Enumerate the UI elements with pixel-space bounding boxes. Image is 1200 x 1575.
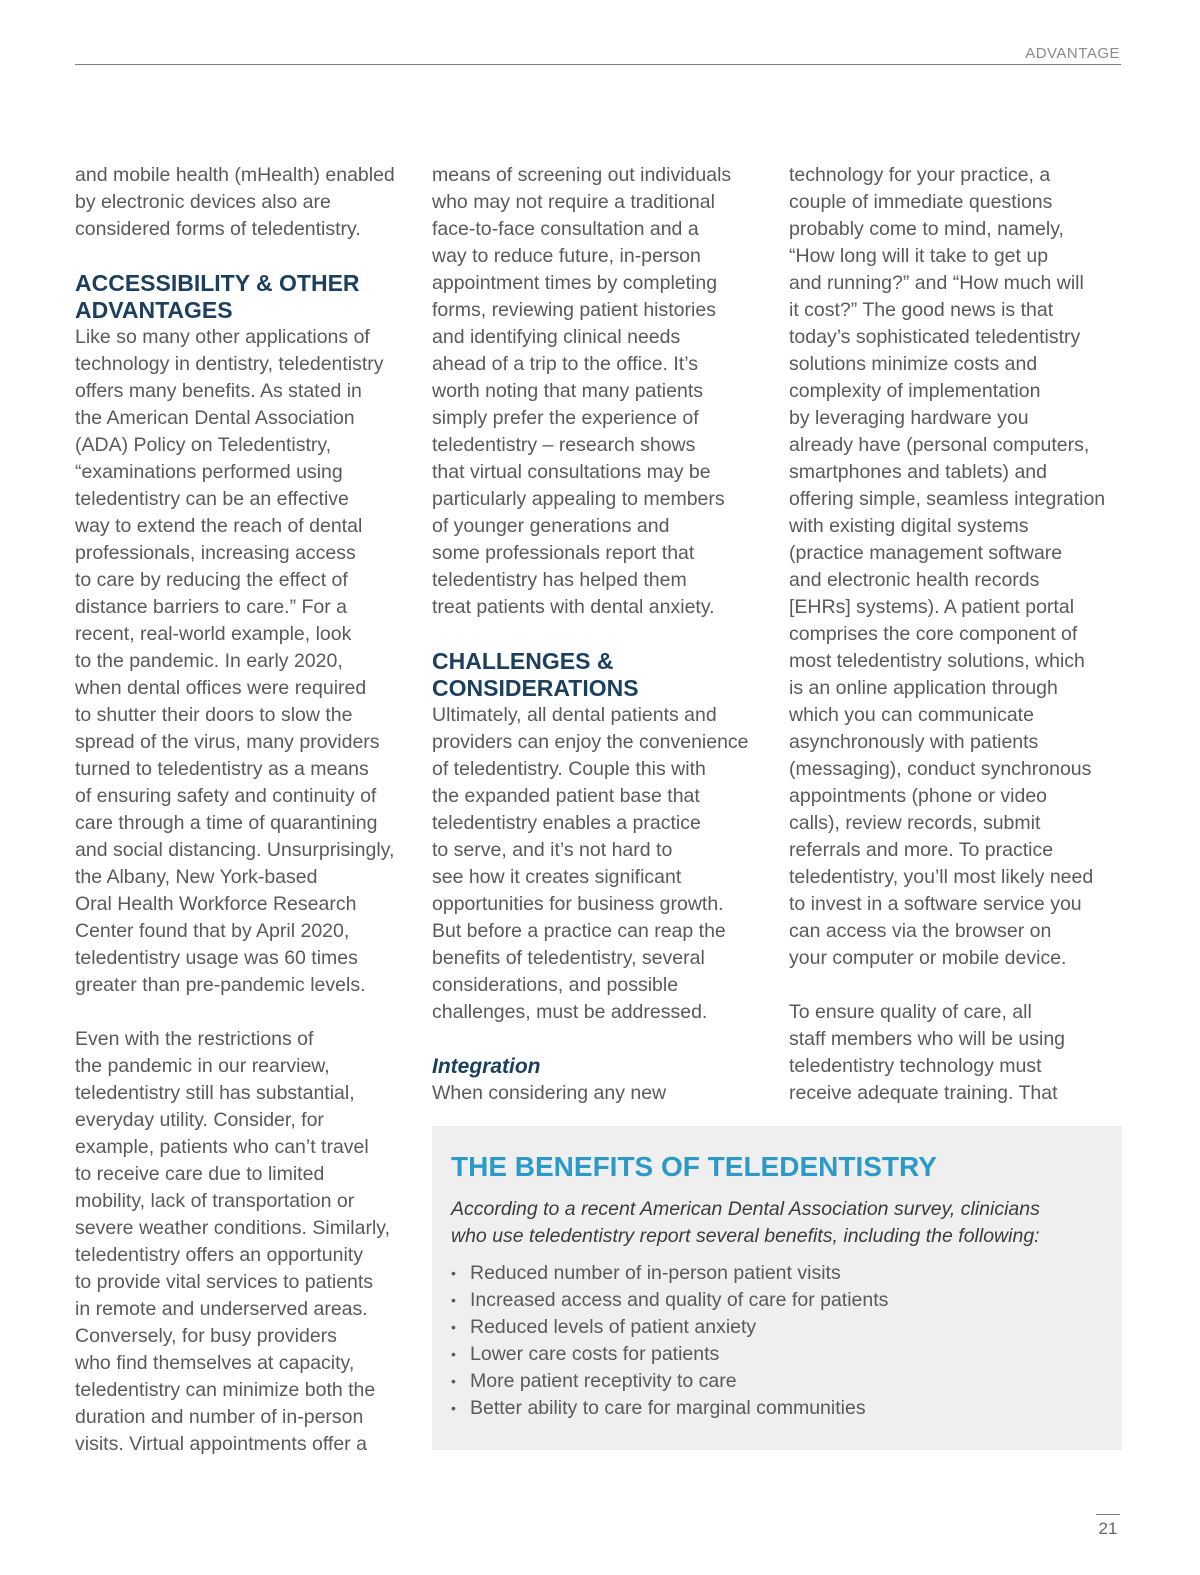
- col3-paragraph-1: [789, 162, 1124, 972]
- text-line: couple of immediate questions: [789, 191, 1053, 213]
- text-line: and electronic health records: [789, 569, 1040, 591]
- text-line: But before a practice can reap the: [432, 920, 726, 942]
- text-line: appointments (phone or video: [789, 785, 1048, 807]
- text-line: to serve, and it’s not hard to: [432, 839, 673, 861]
- text-line: referrals and more. To practice: [789, 839, 1054, 861]
- text-line: forms, reviewing patient histories: [432, 299, 716, 321]
- text-line: can access via the browser on: [789, 920, 1052, 942]
- list-item: • Reduced levels of patient anxiety: [451, 1314, 1103, 1341]
- text-line: smartphones and tablets) and: [789, 461, 1047, 483]
- text-line: of ensuring safety and continuity of: [75, 785, 377, 807]
- text-line: teledentistry can minimize both the: [75, 1379, 376, 1401]
- text-line: particularly appealing to members: [432, 488, 725, 510]
- text-line: which you can communicate: [789, 704, 1034, 726]
- text-line: (ADA) Policy on Teledentistry,: [75, 434, 332, 456]
- text-line: and identifying clinical needs: [432, 326, 681, 348]
- text-line: teledentistry usage was 60 times: [75, 947, 358, 969]
- text-line: complexity of implementation: [789, 380, 1041, 402]
- text-line: staff members who will be using: [789, 1028, 1066, 1050]
- text-line: teledentistry, you’ll most likely need: [789, 866, 1094, 888]
- accessibility-heading: [75, 270, 410, 324]
- text-line: “How long will it take to get up: [789, 245, 1049, 267]
- text-line: to receive care due to limited: [75, 1163, 325, 1185]
- text-line: (practice management software: [789, 542, 1063, 564]
- text-line: ACCESSIBILITY & OTHER: [75, 270, 360, 296]
- bullet-icon: •: [451, 1319, 456, 1335]
- column-3: [789, 162, 1124, 1107]
- text-line: example, patients who can’t travel: [75, 1136, 369, 1158]
- col2-paragraph-3: [432, 1080, 772, 1107]
- benefits-list: [451, 1260, 1103, 1422]
- text-line: When considering any new: [432, 1082, 667, 1104]
- text-line: is an online application through: [789, 677, 1058, 699]
- text-line: recent, real-world example, look: [75, 623, 352, 645]
- text-line: benefits of teledentistry, several: [432, 947, 705, 969]
- text-line: considered forms of teledentistry.: [75, 218, 361, 240]
- text-line: comprises the core component of: [789, 623, 1078, 645]
- list-item: • Lower care costs for patients: [451, 1341, 1103, 1368]
- text-line: it cost?” The good news is that: [789, 299, 1054, 321]
- text-line: to shutter their doors to slow the: [75, 704, 353, 726]
- text-line: the Albany, New York-based: [75, 866, 318, 888]
- text-line: already have (personal computers,: [789, 434, 1090, 456]
- text-line: teledentistry technology must: [789, 1055, 1042, 1077]
- text-line: simply prefer the experience of: [432, 407, 699, 429]
- text-line: Oral Health Workforce Research: [75, 893, 357, 915]
- text-line: receive adequate training. That: [789, 1082, 1058, 1104]
- text-line: “examinations performed using: [75, 461, 343, 483]
- text-line: turned to teledentistry as a means: [75, 758, 369, 780]
- text-line: teledentistry still has substantial,: [75, 1082, 355, 1104]
- text-line: Center found that by April 2020,: [75, 920, 350, 942]
- text-line: most teledentistry solutions, which: [789, 650, 1085, 672]
- text-line: by leveraging hardware you: [789, 407, 1029, 429]
- text-line: professionals, increasing access: [75, 542, 356, 564]
- text-line: the American Dental Association: [75, 407, 355, 429]
- list-item: • Increased access and quality of care for patients: [451, 1287, 1103, 1314]
- text-line: when dental offices were required: [75, 677, 367, 699]
- text-line: and social distancing. Unsurprisingly,: [75, 839, 395, 861]
- text-line: care through a time of quarantining: [75, 812, 378, 834]
- col2-paragraph-1: [432, 162, 772, 621]
- text-line: the pandemic in our rearview,: [75, 1055, 330, 1077]
- text-line: with existing digital systems: [789, 515, 1029, 537]
- text-line: appointment times by completing: [432, 272, 718, 294]
- text-line: offering simple, seamless integration: [789, 488, 1106, 510]
- text-line: greater than pre-pandemic levels.: [75, 974, 366, 996]
- text-line: of younger generations and: [432, 515, 670, 537]
- text-line: in remote and underserved areas.: [75, 1298, 368, 1320]
- text-line: who find themselves at capacity,: [75, 1352, 355, 1374]
- benefits-callout: [432, 1126, 1122, 1450]
- column-2: [432, 162, 772, 1107]
- text-line: teledentistry can be an effective: [75, 488, 349, 510]
- list-item: • Better ability to care for marginal communities: [451, 1395, 1103, 1422]
- text-line: solutions minimize costs and: [789, 353, 1038, 375]
- text-line: probably come to mind, namely,: [789, 218, 1064, 240]
- text-line: technology in dentistry, teledentistry: [75, 353, 384, 375]
- text-line: opportunities for business growth.: [432, 893, 724, 915]
- text-line: Ultimately, all dental patients and: [432, 704, 717, 726]
- text-line: [EHRs] systems). A patient portal: [789, 596, 1075, 618]
- text-line: treat patients with dental anxiety.: [432, 596, 715, 618]
- text-line: who use teledentistry report several benefits, including the following:: [451, 1225, 1040, 1247]
- text-line: the expanded patient base that: [432, 785, 700, 807]
- text-line: that virtual consultations may be: [432, 461, 711, 483]
- section-label: ADVANTAGE: [1025, 45, 1120, 62]
- text-line: who may not require a traditional: [432, 191, 715, 213]
- text-line: spread of the virus, many providers: [75, 731, 380, 753]
- col1-paragraph-3: [75, 1026, 410, 1458]
- bullet-icon: •: [451, 1373, 456, 1389]
- list-item: • Reduced number of in-person patient visits: [451, 1260, 1103, 1287]
- text-line: means of screening out individuals: [432, 164, 732, 186]
- text-line: mobility, lack of transportation or: [75, 1190, 355, 1212]
- bullet-icon: •: [451, 1292, 456, 1308]
- col1-paragraph-2: [75, 324, 410, 999]
- text-line: everyday utility. Consider, for: [75, 1109, 324, 1131]
- text-line: calls), review records, submit: [789, 812, 1041, 834]
- text-line: way to extend the reach of dental: [75, 515, 363, 537]
- text-line: and running?” and “How much will: [789, 272, 1084, 294]
- integration-subheading: Integration: [432, 1055, 541, 1078]
- text-line: to care by reducing the effect of: [75, 569, 348, 591]
- text-line: technology for your practice, a: [789, 164, 1051, 186]
- text-line: Even with the restrictions of: [75, 1028, 314, 1050]
- page-number: 21: [1096, 1514, 1120, 1539]
- text-line: ahead of a trip to the office. It’s: [432, 353, 698, 375]
- text-line: some professionals report that: [432, 542, 695, 564]
- text-line: ADVANTAGES: [75, 297, 233, 323]
- text-line: way to reduce future, in-person: [432, 245, 701, 267]
- bullet-icon: •: [451, 1346, 456, 1362]
- text-line: worth noting that many patients: [432, 380, 703, 402]
- text-line: CHALLENGES &: [432, 648, 614, 674]
- text-line: and mobile health (mHealth) enabled: [75, 164, 395, 186]
- text-line: teledentistry offers an opportunity: [75, 1244, 363, 1266]
- text-line: duration and number of in-person: [75, 1406, 364, 1428]
- col3-paragraph-2: [789, 999, 1124, 1107]
- text-line: by electronic devices also are: [75, 191, 331, 213]
- text-line: today’s sophisticated teledentistry: [789, 326, 1081, 348]
- text-line: teledentistry – research shows: [432, 434, 696, 456]
- text-line: see how it creates significant: [432, 866, 682, 888]
- col1-paragraph-1: [75, 162, 410, 243]
- text-line: To ensure quality of care, all: [789, 1001, 1032, 1023]
- callout-title: THE BENEFITS OF TELEDENTISTRY: [451, 1151, 937, 1182]
- text-line: to provide vital services to patients: [75, 1271, 374, 1293]
- text-line: face-to-face consultation and a: [432, 218, 699, 240]
- text-line: Like so many other applications of: [75, 326, 370, 348]
- text-line: teledentistry has helped them: [432, 569, 687, 591]
- text-line: CONSIDERATIONS: [432, 675, 639, 701]
- text-line: visits. Virtual appointments offer a: [75, 1433, 367, 1455]
- text-line: to invest in a software service you: [789, 893, 1082, 915]
- text-line: distance barriers to care.” For a: [75, 596, 348, 618]
- text-line: providers can enjoy the convenience: [432, 731, 749, 753]
- text-line: offers many benefits. As stated in: [75, 380, 362, 402]
- header-rule: [75, 64, 1121, 65]
- text-line: of teledentistry. Couple this with: [432, 758, 706, 780]
- text-line: considerations, and possible: [432, 974, 679, 996]
- bullet-icon: •: [451, 1265, 456, 1281]
- text-line: (messaging), conduct synchronous: [789, 758, 1092, 780]
- col2-paragraph-2: [432, 702, 772, 1026]
- text-line: According to a recent American Dental Association survey, clinicians: [451, 1198, 1040, 1220]
- list-item: • More patient receptivity to care: [451, 1368, 1103, 1395]
- callout-intro: [451, 1196, 1103, 1250]
- text-line: teledentistry enables a practice: [432, 812, 701, 834]
- text-line: asynchronously with patients: [789, 731, 1039, 753]
- text-line: to the pandemic. In early 2020,: [75, 650, 343, 672]
- bullet-icon: •: [451, 1400, 456, 1416]
- text-line: severe weather conditions. Similarly,: [75, 1217, 391, 1239]
- text-line: your computer or mobile device.: [789, 947, 1067, 969]
- challenges-heading: [432, 648, 772, 702]
- text-line: challenges, must be addressed.: [432, 1001, 708, 1023]
- column-1: [75, 162, 410, 1458]
- text-line: Conversely, for busy providers: [75, 1325, 337, 1347]
